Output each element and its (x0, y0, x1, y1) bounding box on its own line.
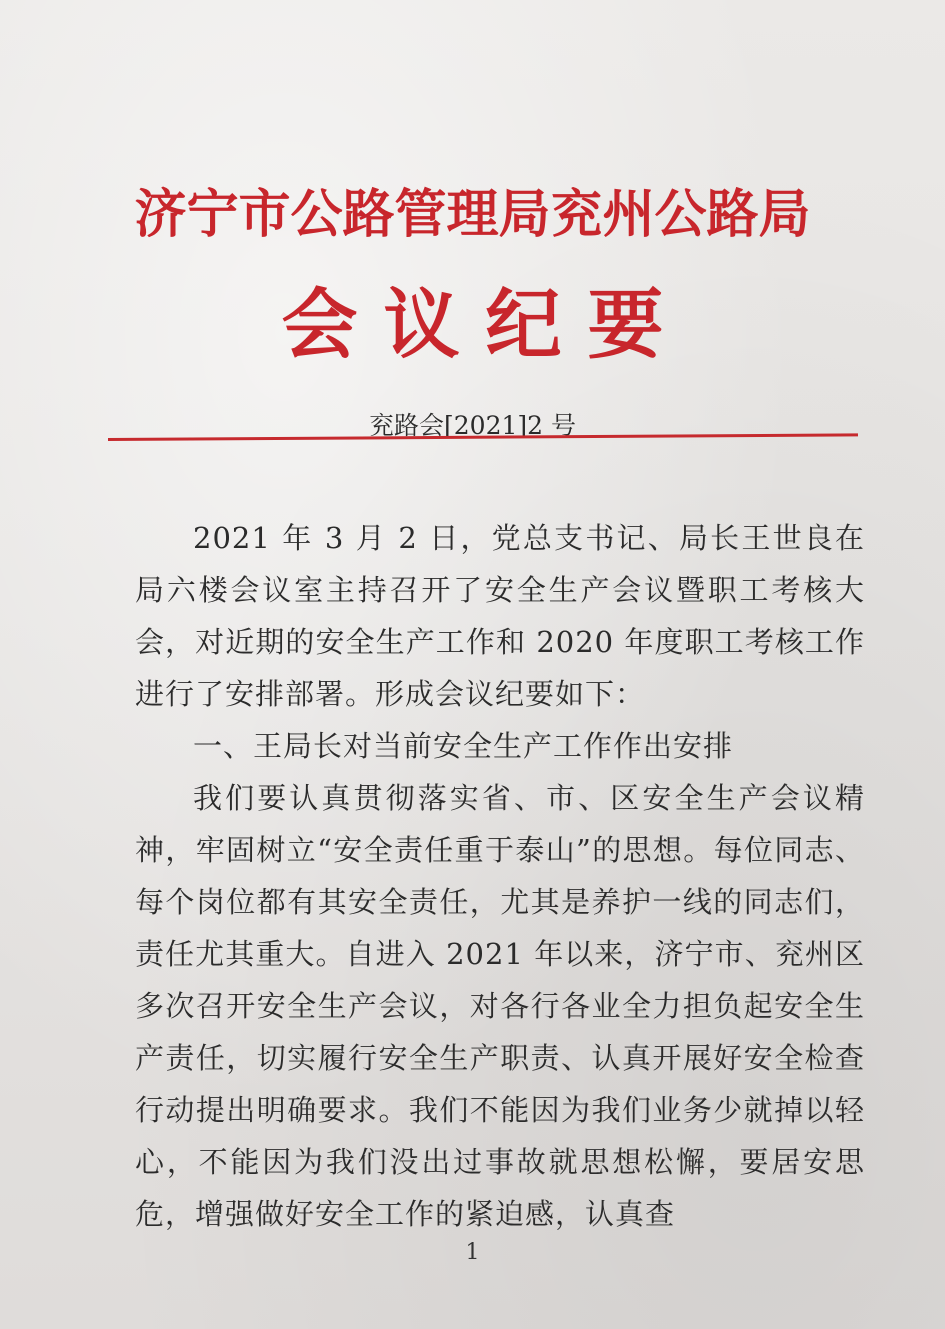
document-number: 兖路会[2021]2 号 (369, 411, 576, 440)
document-type-title: 会议纪要 (281, 280, 690, 369)
paragraph-intro: 2021 年 3 月 2 日，党总支书记、局长王世良在局六楼会议室主持召开了安全生产会议暨职工考核大会，对近期的安全生产工作和 2020 年度职工考核工作进行了安排部署。形成会议纪要如下： (135, 521, 865, 711)
page-number: 1 (465, 1240, 480, 1265)
section-heading: 一、王局长对当前安全生产工作作出安排 (193, 729, 734, 763)
organization-title: 济宁市公路管理局兖州公路局 (134, 184, 811, 245)
paragraph-safety: 我们要认真贯彻落实省、市、区安全生产会议精神，牢固树立“安全责任重于泰山”的思想。每位同志、每个岗位都有其安全责任，尤其是养护一线的同志们，责任尤其重大。自进入 2021 年以来，济宁市、兖州区多次召开安全生产会议，对各行各业全力担负起安全生产责任，切实履行安全生产职责、认真开展好安全检查行动提出明确要求。我们不能因为我们业务少就掉以轻心，不能因为我们没出过事故就思想松懈，要居安思危，增强做好安全工作的紧迫感，认真查 (135, 781, 865, 1231)
document-body (135, 512, 865, 1240)
